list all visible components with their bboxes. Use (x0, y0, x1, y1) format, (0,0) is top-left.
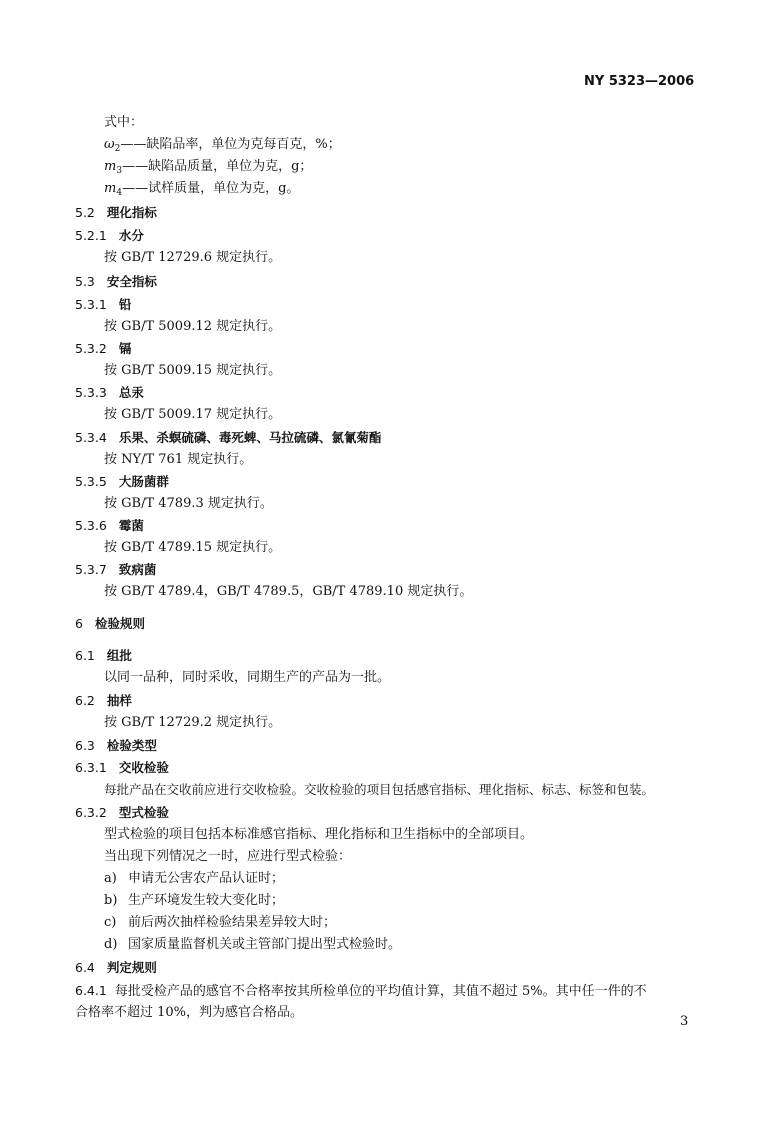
var-symbol: ω (104, 137, 115, 152)
formula-var-w2 (104, 136, 341, 158)
section-text-5-3-4: 按 NY/T 761 规定执行。 (104, 452, 253, 467)
section-heading-6-4: 6.4 判定规则 (75, 960, 157, 975)
section-heading-6-3-1: 6.3.1 交收检验 (75, 760, 169, 775)
var-symbol: m (104, 181, 117, 196)
var-desc: ——缺陷品质量，单位为克，g； (122, 159, 313, 174)
section-text-6-2: 按 GB/T 12729.2 规定执行。 (104, 715, 282, 730)
page-number: 3 (680, 1014, 689, 1029)
section-text-5-3-5: 按 GB/T 4789.3 规定执行。 (104, 496, 273, 511)
section-heading-5-3-6: 5.3.6 霉菌 (75, 518, 144, 533)
section-heading-5-2-1: 5.2.1 水分 (75, 228, 144, 243)
formula-var-m3 (104, 158, 312, 180)
list-item: a) 申请无公害农产品认证时； (104, 871, 285, 886)
section-heading-5-3-7: 5.3.7 致病菌 (75, 562, 157, 577)
section-heading-5-3-1: 5.3.1 铅 (75, 297, 132, 312)
section-heading-6-1: 6.1 组批 (75, 648, 132, 663)
section-heading-5-3-4: 5.3.4 乐果、杀螟硫磷、毒死蜱、马拉硫磷、氯氰菊酯 (75, 430, 382, 445)
var-subscript: 2 (114, 144, 121, 154)
clause-number: 6.4.1 (75, 983, 107, 998)
var-desc: ——试样质量，单位为克，g。 (122, 181, 300, 196)
section-text-5-3-3: 按 GB/T 5009.17 规定执行。 (104, 407, 282, 422)
section-heading-6-3: 6.3 检验类型 (75, 738, 157, 753)
list-item: b) 生产环境发生较大变化时； (104, 893, 285, 908)
section-heading-5-2: 5.2 理化指标 (75, 205, 157, 220)
section-heading-5-3-3: 5.3.3 总汞 (75, 385, 144, 400)
var-symbol: m (104, 159, 117, 174)
clause-6-4-1 (75, 982, 647, 1001)
section-text-5-3-1: 按 GB/T 5009.12 规定执行。 (104, 319, 282, 334)
standard-number: NY 5323—2006 (584, 74, 695, 89)
section-text-6-1: 以同一品种，同时采收，同期生产的产品为一批。 (104, 670, 391, 685)
var-subscript: 4 (116, 188, 123, 198)
section-heading-5-3: 5.3 安全指标 (75, 274, 157, 289)
section-heading-6: 6 检验规则 (75, 616, 145, 631)
list-item: c) 前后两次抽样检验结果差异较大时； (104, 915, 337, 930)
section-heading-5-3-5: 5.3.5 大肠菌群 (75, 474, 169, 489)
section-text-5-3-7: 按 GB/T 4789.4，GB/T 4789.5，GB/T 4789.10 规定执行。 (104, 584, 473, 599)
section-text-5-2-1: 按 GB/T 12729.6 规定执行。 (104, 250, 282, 265)
section-text-6-3-1: 每批产品在交收前应进行交收检验。交收检验的项目包括感官指标、理化指标、标志、标签和包装。 (104, 782, 655, 797)
section-heading-6-3-2: 6.3.2 型式检验 (75, 805, 169, 820)
section-heading-5-3-2: 5.3.2 镉 (75, 341, 132, 356)
list-item: d) 国家质量监督机关或主管部门提出型式检验时。 (104, 937, 402, 952)
section-heading-6-2: 6.2 抽样 (75, 693, 132, 708)
section-text-6-3-2: 型式检验的项目包括本标准感官指标、理化指标和卫生指标中的全部项目。 (104, 827, 534, 842)
var-desc: ——缺陷品率，单位为克每百克，%； (120, 137, 341, 152)
var-subscript: 3 (116, 166, 123, 176)
clause-6-4-1-line2: 合格率不超过 10%，判为感官合格品。 (75, 1005, 304, 1020)
section-text-6-3-2-conditions: 当出现下列情况之一时，应进行型式检验： (104, 849, 352, 864)
clause-text-line1: 每批受检产品的感官不合格率按其所检单位的平均值计算，其值不超过 5%。其中任一件的不 (114, 984, 647, 999)
formula-var-m4 (104, 180, 299, 202)
section-text-5-3-6: 按 GB/T 4789.15 规定执行。 (104, 540, 282, 555)
section-text-5-3-2: 按 GB/T 5009.15 规定执行。 (104, 363, 282, 378)
formula-intro: 式中： (104, 115, 144, 130)
